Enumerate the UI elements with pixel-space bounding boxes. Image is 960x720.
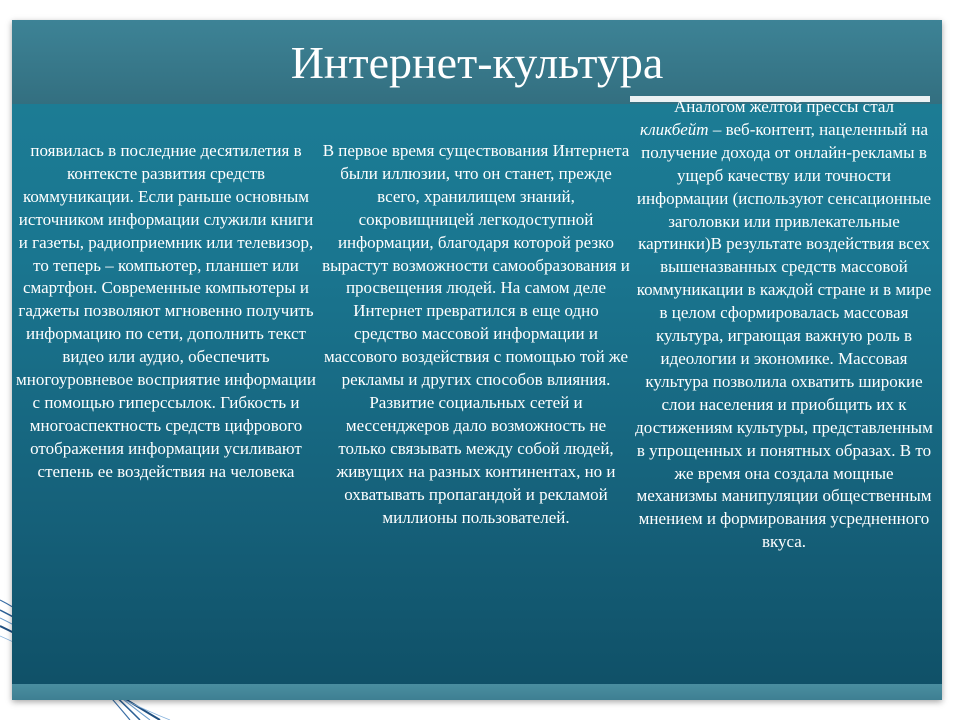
text-column-3	[632, 96, 936, 554]
column3-term: кликбейт	[639, 119, 709, 139]
bottom-strip	[12, 684, 942, 700]
column3-intro: Аналогом желтой прессы стал	[673, 97, 895, 116]
text-column-2: В первое время существования Интернета были иллюзии, что он станет, прежде всего, хранилищем знаний, сокровищницей легкодоступной информации, благодаря которой резко вырастут возможности самообразования и просвещения людей. На самом деле Интернет превратился в еще одно средство массовой информации и массового воздействия с помощью той же рекламы и других способов влияния. Развитие социальных сетей и мессенджеров дало возможность не только связывать между собой людей, живущих на разных континентах, но и охватывать пропагандой и рекламой миллионы пользователей.	[322, 141, 630, 527]
column3-rest: – веб-контент, нацеленный на получение дохода от онлайн-рекламы в ущерб качеству или точности информации (используют сенсационные заголовки или привлекательные картинки)В результате воздействия всех вышеназванных средств массовой коммуникации в каждой стране и в мире в целом сформировалась массовая культура, играющая важную роль в идеологии и экономике. Массовая культура позволила охватить широкие слои населения и приобщить их к достижениям культуры, представленным в упрощенных и понятных образах. В то же время она создала мощные механизмы манипуляции общественным мнением и формирования усредненного вкуса.	[635, 119, 933, 552]
text-column-3-wrap	[632, 96, 936, 684]
slide-title: Интернет-культура	[290, 37, 664, 88]
text-column-1: появилась в последние десятилетия в контексте развития средств коммуникации. Если раньше основным источником информации служили книги и газеты, радиоприемник или телевизор, то теперь – компьютер, планшет или смартфон. Современные компьютеры и гаджеты позволяют мгновенно получить информацию по сети, дополнить текст видео или аудио, обеспечить многоуровневое восприятие информации с помощью гиперссылок. Гибкость и многоаспектность средств цифрового отображения информации усиливают степень ее воздействия на человека	[16, 141, 316, 481]
